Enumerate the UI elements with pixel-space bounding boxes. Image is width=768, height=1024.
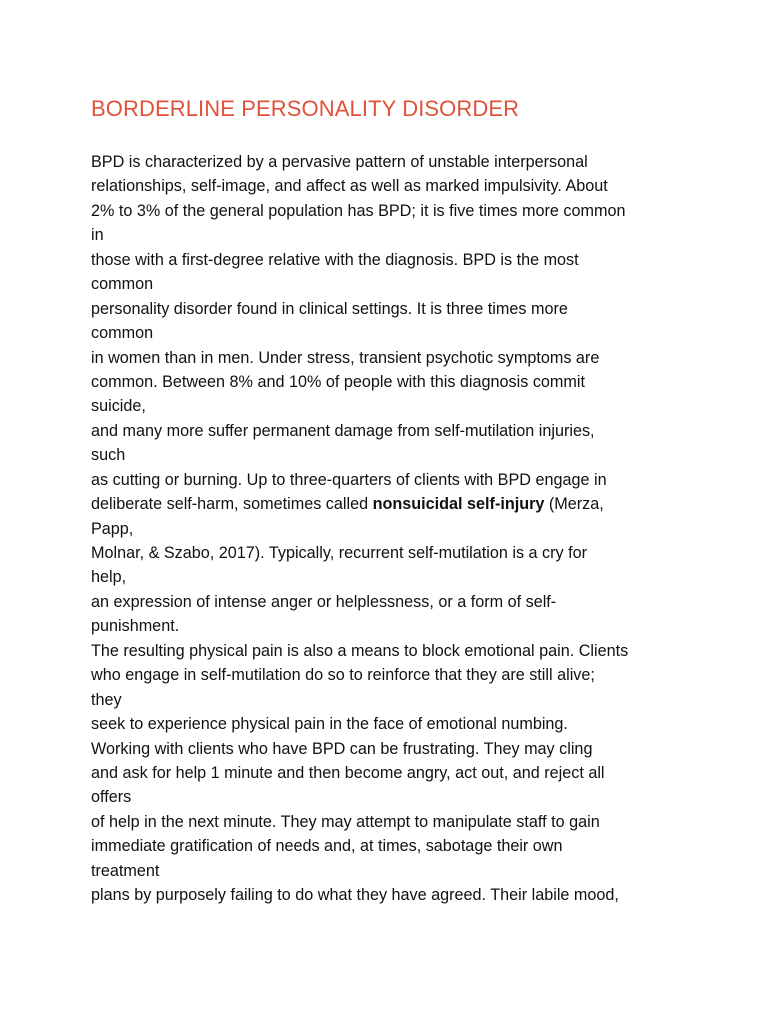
text-line: personality disorder found in clinical settings. It is three times more bbox=[91, 299, 568, 318]
text-line: common. Between 8% and 10% of people with this diagnosis commit bbox=[91, 372, 585, 391]
text-line: in bbox=[91, 226, 104, 245]
text-line: Papp, bbox=[91, 519, 134, 538]
document-title: BORDERLINE PERSONALITY DISORDER bbox=[91, 96, 520, 121]
text-line: Molnar, & Szabo, 2017). Typically, recurrent self-mutilation is a cry for bbox=[91, 544, 588, 562]
text-line: punishment. bbox=[91, 617, 180, 636]
text-line: of help in the next minute. They may attempt to manipulate staff to gain bbox=[91, 812, 600, 831]
text-segment: (Merza, bbox=[544, 495, 604, 514]
text-line: an expression of intense anger or helplessness, or a form of self- bbox=[91, 592, 557, 611]
text-line: seek to experience physical pain in the face of emotional numbing. bbox=[91, 715, 568, 734]
text-line: plans by purposely failing to do what they have agreed. Their labile mood, bbox=[91, 886, 619, 905]
text-line: in women than in men. Under stress, transient psychotic symptoms are bbox=[91, 348, 600, 367]
bold-term: nonsuicidal self-injury bbox=[372, 495, 545, 514]
text-line: BPD is characterized by a pervasive pattern of unstable interpersonal bbox=[91, 153, 588, 171]
text-line: immediate gratification of needs and, at times, sabotage their own bbox=[91, 837, 563, 856]
text-line: treatment bbox=[91, 861, 160, 880]
text-line: those with a first-degree relative with the diagnosis. BPD is the most bbox=[91, 250, 579, 269]
text-line: such bbox=[91, 446, 126, 465]
text-line: as cutting or burning. Up to three-quarters of clients with BPD engage in bbox=[91, 470, 607, 489]
text-line: The resulting physical pain is also a means to block emotional pain. Clients bbox=[91, 641, 629, 660]
text-line: and many more suffer permanent damage from self-mutilation injuries, bbox=[91, 421, 595, 440]
text-segment: deliberate self-harm, sometimes called bbox=[91, 495, 373, 514]
text-line: who engage in self-mutilation do so to reinforce that they are still alive; bbox=[91, 666, 595, 685]
document-body bbox=[91, 150, 691, 908]
text-line: offers bbox=[91, 788, 132, 807]
text-line: common bbox=[91, 324, 154, 343]
text-line: they bbox=[91, 690, 122, 709]
text-line-with-emphasis bbox=[91, 492, 691, 516]
text-line: 2% to 3% of the general population has BPD; it is five times more common bbox=[91, 201, 626, 220]
text-line: common bbox=[91, 275, 154, 294]
text-line: relationships, self-image, and affect as well as marked impulsivity. About bbox=[91, 177, 608, 196]
text-line: help, bbox=[91, 568, 127, 587]
text-line: Working with clients who have BPD can be frustrating. They may cling bbox=[91, 739, 593, 758]
text-line: suicide, bbox=[91, 397, 146, 416]
text-line: and ask for help 1 minute and then become angry, act out, and reject all bbox=[91, 763, 605, 782]
